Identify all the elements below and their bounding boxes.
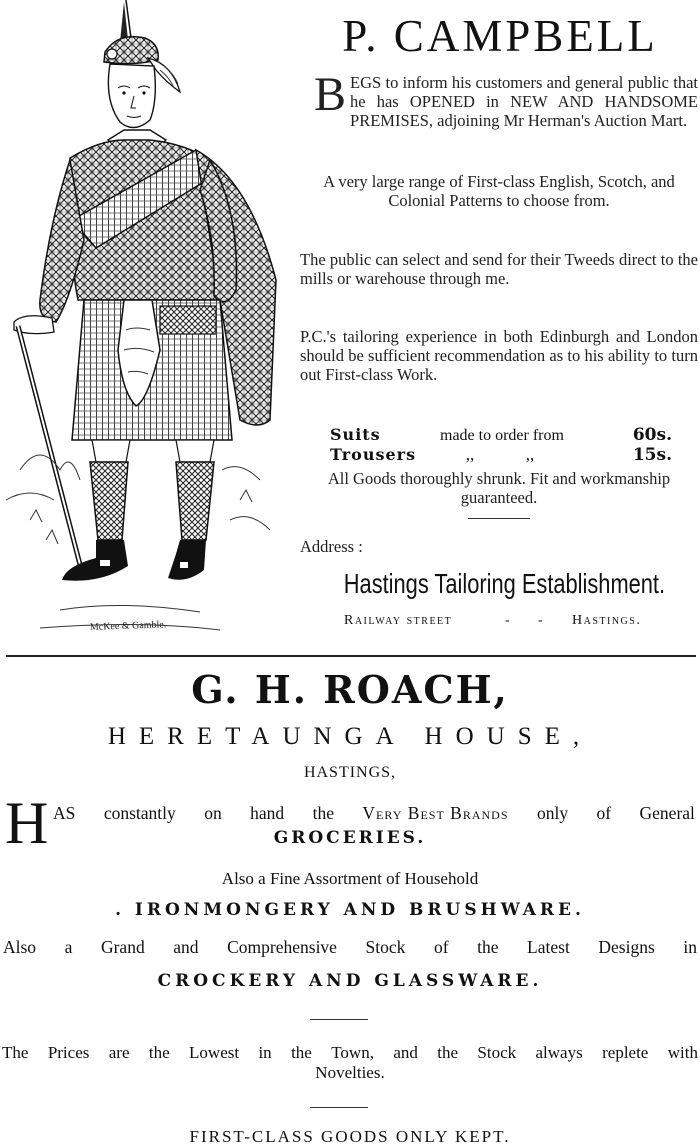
campbell-intro [300,68,698,130]
word: Designs [598,937,655,957]
ironmongery-heading: . IRONMONGERY AND BRUSHWARE. [115,900,585,920]
trousers-price: 15s. [632,445,672,465]
word: the [477,937,499,957]
word: of [433,937,449,957]
word: always [535,1043,583,1062]
word: Grand [100,937,145,957]
word: the [437,1043,459,1062]
word: in [683,937,697,957]
suits-label: Suits [330,425,381,444]
campbell-experience: P.C.'s tailoring experience in both Edinburgh and London should be sufficient recommendation as to his ability to turn out First-class Work. [300,327,698,384]
guarantee-text: All Goods thoroughly shrunk. Fit and workmanship guaranteed. [327,469,671,507]
suits-text: made to order from [440,427,564,444]
prices-tail: Novelties. [315,1063,385,1082]
campbell-tweeds: The public can select and send for their Tweeds direct to the mills or warehouse through me. [300,250,698,288]
word: Latest [527,937,570,957]
word: Comprehensive [227,937,337,957]
campbell-intro-text: EGS to inform his customers and general public that he has OPENED in NEW AND HANDSOME PREMISES, adjoining Mr Herman's Auction Mart. [350,73,698,130]
word: the [148,1043,170,1062]
word: with [667,1043,698,1062]
first-class-footer: FIRST-CLASS GOODS ONLY KEPT. [189,1127,511,1146]
groceries-heading: GROCERIES. [273,828,427,848]
divider-rule [468,518,530,519]
house-name: HERETAUNGA HOUSE, [107,723,593,750]
price-row-trousers [330,445,700,465]
address-label: Address : [300,537,363,556]
word: on [204,803,222,823]
divider-rule [310,1019,368,1020]
word: replete [602,1043,649,1062]
dropcap-h: H [5,790,49,856]
word: AS [53,803,76,823]
dash: - [505,613,512,628]
word: the [312,803,334,823]
household-text: Also a Fine Assortment of Household [221,869,479,888]
groceries-line [53,803,695,824]
word: The [2,1043,29,1062]
campbell-patterns: A very large range of First-class English, Scotch, and Colonial Patterns to choose from. [323,172,675,210]
price-list [330,425,700,465]
dash: - [538,613,545,628]
word: only [536,803,569,823]
ditto-mark: ,, [525,445,535,464]
word: the [291,1043,312,1062]
word: Prices [47,1043,90,1062]
word: constantly [103,803,176,823]
word: and [173,937,199,957]
dropcap-b: B [314,68,347,121]
street-name: Railway street [344,613,453,628]
trousers-label: Trousers [330,445,417,464]
town-name: Hastings. [572,613,642,628]
price-row-suits [330,425,700,445]
word: hand [250,803,285,823]
divider-rule [310,1107,368,1108]
section-divider [6,655,696,657]
groceries-paragraph [5,790,695,857]
word: Town, [331,1043,374,1062]
word: are [108,1043,130,1062]
word: General [639,803,695,823]
roach-title: G. H. ROACH, [191,667,509,712]
very-best-brands: Very Best Brands [362,803,509,823]
crockery-heading: CROCKERY AND GLASSWARE. [157,971,543,991]
word: and [393,1043,418,1062]
crockery-intro-line [0,937,700,958]
word: of [596,803,612,823]
word: Stock [477,1043,517,1062]
prices-line [0,1043,700,1063]
word: a [64,937,73,957]
highlander-illustration [0,0,300,650]
artist-signature: McKee & Gamble. [89,619,167,633]
prices-paragraph [0,1043,700,1083]
word: Also [3,937,37,957]
ditto-mark: ,, [465,445,475,464]
word: Stock [365,937,406,957]
suits-price: 60s. [632,425,672,445]
word: Lowest [189,1043,240,1062]
word: in [258,1043,272,1062]
establishment-name: Hastings Tailoring Establishment. [343,568,666,599]
town-heading: HASTINGS, [303,764,397,781]
campbell-title: P. CAMPBELL [342,11,658,61]
